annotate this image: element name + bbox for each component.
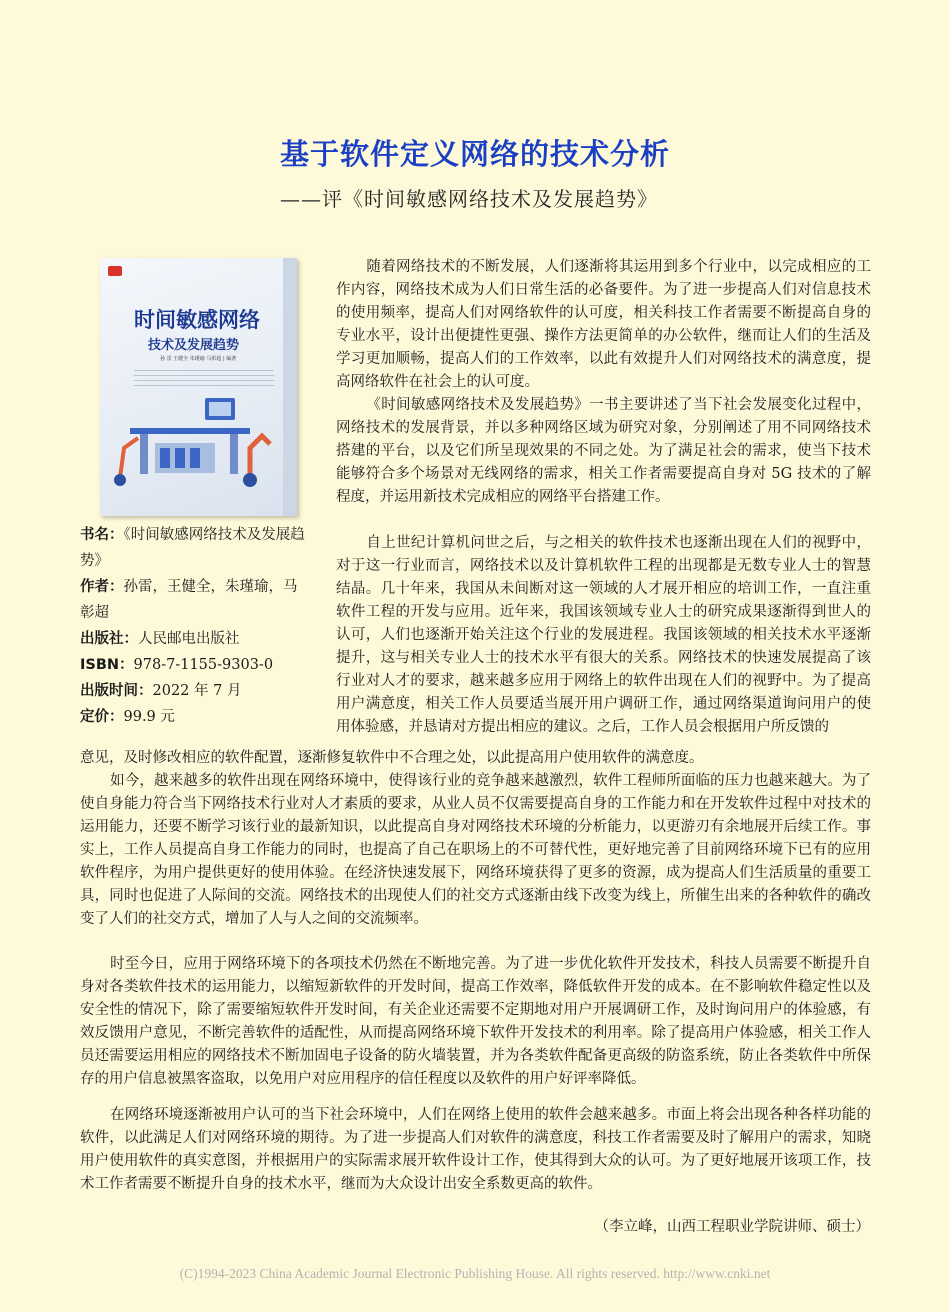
book-publisher-label: 出版社：	[80, 631, 138, 647]
book-info	[80, 522, 310, 730]
book-isbn-value: 978-7-1155-9303-0	[133, 657, 274, 673]
paragraph-6	[80, 1104, 871, 1196]
book-isbn-label: ISBN：	[80, 657, 134, 673]
book-publisher-row	[80, 626, 310, 652]
paragraph-1-text: 随着网络技术的不断发展，人们逐渐将其运用到多个行业中，以完成相应的工作内容，网络技术成为人们日常生活的必备要件。为了进一步提高人们对信息技术的使用频率，提高人们对网络软件的认可度，相关科技工作者需要不断提高自身的专业水平，设计出便捷性更强、操作方法更简单的办公软件，继而让人们的生活及学习更加顺畅，提高人们的工作效率，以此有效提升人们对网络技术的满意度，提高网络软件在社会上的认可度。	[336, 259, 871, 390]
publisher-logo-icon	[108, 266, 122, 276]
paragraph-5-text: 时至今日，应用于网络环境下的各项技术仍然在不断地完善。为了进一步优化软件开发技术，科技人员需要不断提升自身对各类软件技术的运用能力，以缩短新软件的开发时间，提高工作效率，降低软件开发的成本。在不影响软件稳定性以及安全性的情况下，除了需要缩短软件开发时间，有关企业还需要不定期地对用户开展调研工作，及时询问用户的体验感，有效反馈用户意见，不断完善软件的适配性，从而提高网络环境下软件开发技术的利用率。除了提高用户体验感，相关工作人员还需要运用相应的网络技术不断加固电子设备的防火墙装置，并为各类软件配备更高级的防盗系统，防止各类软件中所保存的用户信息被黑客盗取，以免用户对应用程序的信任程度以及软件的用户好评率降低。	[80, 956, 871, 1087]
paragraph-2-text: 《时间敏感网络技术及发展趋势》一书主要讲述了当下社会发展变化过程中，网络技术的发展背景，并以多种网络区域为研究对象，分别阐述了用不同网络技术搭建的平台，以及它们所呈现效果的不同之处。为了满足社会的需求，使当下技术能够符合多个场景对无线网络的需求，相关工作者需要提高自身对 5G 技术的了解程度，并运用新技术完成相应的网络平台搭建工作。	[336, 397, 871, 505]
copyright-footer: (C)1994-2023 China Academic Journal Electronic Publishing House. All rights reserved. http://www.cnki.net	[179, 1266, 771, 1281]
book-date-label: 出版时间：	[80, 683, 153, 699]
paragraph-3-continued-text: 意见，及时修改相应的软件配置，逐渐修复软件中不合理之处，以此提高用户使用软件的满意度。	[80, 750, 704, 766]
paragraph-4	[80, 770, 871, 931]
book-date-row	[80, 678, 310, 704]
book-author-label: 作者：	[80, 579, 124, 595]
paragraph-2	[336, 394, 871, 509]
paragraph-1	[336, 256, 871, 394]
cover-authors: 孙 雷 王健全 朱瑾瑜 马彰超 | 编著	[160, 356, 237, 362]
cover-spine	[283, 258, 297, 516]
book-cover-image	[100, 258, 297, 516]
cover-subtitle: 技术及发展趋势	[148, 338, 240, 353]
book-date-value: 2022 年 7 月	[152, 683, 242, 699]
paragraph-6-text: 在网络环境逐渐被用户认可的当下社会环境中，人们在网络上使用的软件会越来越多。市面上将会出现各种各样功能的软件，以此满足人们对网络环境的期待。为了进一步提高人们对软件的满意度，科技工作者需要及时了解用户的需求，知晓用户使用软件的真实意图，并根据用户的实际需求展开软件设计工作，使其得到大众的认可。为了更好地展开该项工作，技术工作者需要不断提升自身的技术水平，继而为大众设计出安全系数更高的软件。	[80, 1107, 871, 1192]
book-publisher-value: 人民邮电出版社	[138, 631, 240, 647]
book-author-value: 孙雷，王健全，朱瑾瑜，马彰超	[80, 579, 298, 621]
paragraph-5	[80, 953, 871, 1091]
article-subtitle: ——评《时间敏感网络技术及发展趋势》	[280, 187, 658, 211]
book-author-row	[80, 574, 310, 626]
author-signature: （李立峰，山西工程职业学院讲师、硕士）	[594, 1219, 870, 1235]
paragraph-3	[336, 532, 871, 739]
paragraph-3-continued	[80, 747, 871, 770]
book-title-label: 书名：	[80, 527, 124, 543]
book-price-row	[80, 704, 310, 730]
book-isbn-row	[80, 652, 310, 678]
paragraph-3-text: 自上世纪计算机问世之后，与之相关的软件技术也逐渐出现在人们的视野中，对于这一行业而言，网络技术以及计算机软件工程的出现都是无数专业人士的智慧结晶。几十年来，我国从未间断对这一领域的人才展开相应的培训工作，一直注重软件工程的开发与应用。近年来，我国该领域专业人士的研究成果逐渐得到世人的认可，人们也逐渐开始关注这个行业的发展进程。我国该领域的相关技术水平逐渐提升，这与相关专业人士的技术水平有很大的关系。网络技术的快速发展提高了该行业对人才的要求，越来越多应用于网络上的软件出现在人们的视野中。为了提高用户满意度，相关工作人员要适当展开用户调研工作，通过网络渠道询问用户的使用体验感，并恳请对方提出相应的建议。之后，工作人员会根据用户所反馈的	[336, 535, 871, 735]
book-price-value: 99.9 元	[123, 709, 175, 725]
book-title-row	[80, 522, 310, 574]
cover-title: 时间敏感网络	[134, 308, 260, 332]
book-title-value: 《时间敏感网络技术及发展趋势》	[80, 527, 305, 569]
cover-description	[134, 370, 274, 386]
book-price-label: 定价：	[80, 709, 124, 725]
paragraph-4-text: 如今，越来越多的软件出现在网络环境中，使得该行业的竞争越来越激烈，软件工程师所面临的压力也越来越大。为了使自身能力符合当下网络技术行业对人才素质的要求，从业人员不仅需要提高自身的工作能力和在开发软件过程中对技术的运用能力，还要不断学习该行业的最新知识，以此提高自身对网络技术环境的分析能力，以更游刃有余地展开后续工作。事实上，工作人员提高自身工作能力的同时，也提高了自己在职场上的不可替代性，更好地完善了目前网络环境下已有的应用软件程序，为用户提供更好的使用体验。在经济快速发展下，网络环境获得了更多的资源，成为提高人们生活质量的重要工具，同时也促进了人际间的交流。网络技术的出现使人们的社交方式逐渐由线下改变为线上，所催生出来的各种软件的确改变了人们的社交方式，增加了人与人之间的交流频率。	[80, 773, 871, 927]
factory-illustration-icon	[110, 388, 280, 498]
article-title: 基于软件定义网络的技术分析	[279, 137, 670, 171]
